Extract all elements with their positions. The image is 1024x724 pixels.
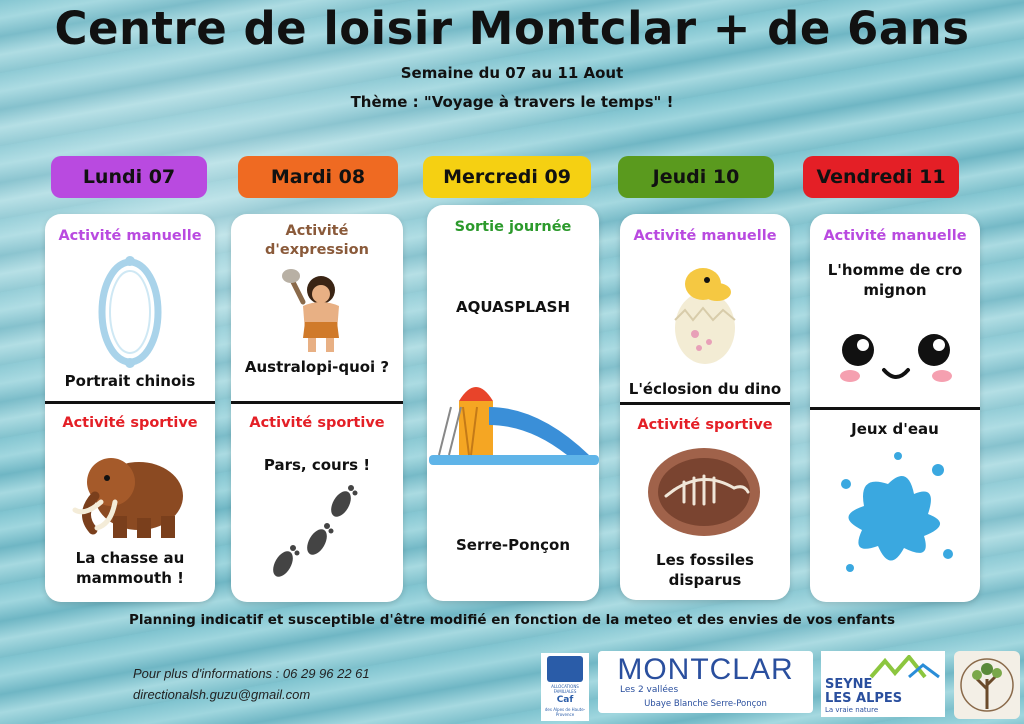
activity-label: Activité sportive [249, 415, 385, 431]
activity-label: Activité manuelle [823, 228, 967, 244]
activity-text: Australopi-quoi ? [244, 358, 390, 376]
water-splash-icon [828, 444, 962, 584]
mountain-icon [869, 655, 941, 681]
activity-text: Pars, cours ! [263, 456, 371, 474]
seyne-name: SEYNE [825, 677, 873, 692]
activity-label: Sortie journée [454, 219, 572, 235]
day-tab-tuesday [238, 156, 398, 198]
footprints-icon [269, 482, 369, 586]
day-label: Vendredi 11 [816, 166, 946, 188]
divider [45, 401, 215, 404]
mammoth-icon [71, 444, 191, 544]
seyne-name: LES ALPES [825, 691, 903, 706]
fossil-icon [644, 440, 764, 540]
activity-text: Les fossiles disparus [656, 551, 754, 589]
montclar-logo [598, 651, 813, 713]
caf-text: ALLOCATIONS FAMILIALES [551, 684, 579, 694]
activity-text: Portrait chinois [64, 372, 196, 390]
hatching-dino-icon [665, 250, 745, 366]
caf-emblem-icon [547, 656, 583, 682]
seyne-tag: La vraie nature [825, 706, 879, 714]
activity-text: Jeux d'eau [851, 420, 939, 438]
day-label: Mardi 08 [270, 166, 366, 188]
day-tab-monday [51, 156, 207, 198]
card-thursday [620, 214, 790, 600]
phone-info: Pour plus d'informations : 06 29 96 22 61 [133, 666, 370, 681]
day-tab-thursday [618, 156, 774, 198]
email-info: directionalsh.guzu@gmail.com [133, 687, 311, 702]
montclar-name: MONTCLAR [617, 653, 794, 686]
day-label: Jeudi 10 [652, 166, 740, 188]
activity-text: L'éclosion du dino [628, 380, 782, 398]
caf-text: des Alpes de Haute-Provence [544, 707, 586, 717]
tree-logo [954, 651, 1020, 719]
card-wednesday [427, 205, 599, 601]
page-title: Centre de loisir Montclar + de 6ans [54, 2, 970, 55]
week-subtitle: Semaine du 07 au 11 Aout [400, 64, 624, 82]
seyne-logo [821, 651, 945, 717]
montclar-tag: Ubaye Blanche Serre-Ponçon [644, 699, 767, 709]
activity-label: Activité sportive [637, 417, 773, 433]
caveman-icon [281, 266, 357, 354]
day-tab-wednesday [423, 156, 591, 198]
theme-subtitle: Thème : "Voyage à travers le temps" ! [350, 93, 674, 111]
card-friday [810, 214, 980, 602]
card-tuesday [231, 214, 403, 602]
activity-label: Activité sportive [62, 415, 198, 431]
planning-note: Planning indicatif et susceptible d'être modifié en fonction de la meteo et des envies de vos enfants [129, 612, 895, 628]
activity-label: Activité d'expression [265, 223, 369, 258]
activity-text: La chasse au mammouth ! [75, 549, 185, 587]
water-slide-icon [429, 367, 599, 467]
divider [810, 407, 980, 410]
day-label: Lundi 07 [82, 166, 176, 188]
activity-label: Activité manuelle [58, 228, 202, 244]
caf-logo [541, 653, 589, 721]
divider [620, 402, 790, 405]
caf-name: Caf [556, 695, 574, 705]
activity-text: Serre-Ponçon [455, 536, 571, 554]
divider [231, 401, 403, 404]
smiley-face-icon [840, 330, 952, 390]
activity-text: L'homme de cro mignon [827, 261, 963, 299]
activity-text: AQUASPLASH [455, 298, 570, 316]
day-tab-friday [803, 156, 959, 198]
montclar-sub: Les 2 vallées [620, 685, 679, 695]
card-monday [45, 214, 215, 602]
day-label: Mercredi 09 [443, 166, 571, 188]
activity-label: Activité manuelle [633, 228, 777, 244]
tree-icon [959, 655, 1015, 715]
mirror-frame-icon [95, 256, 165, 368]
